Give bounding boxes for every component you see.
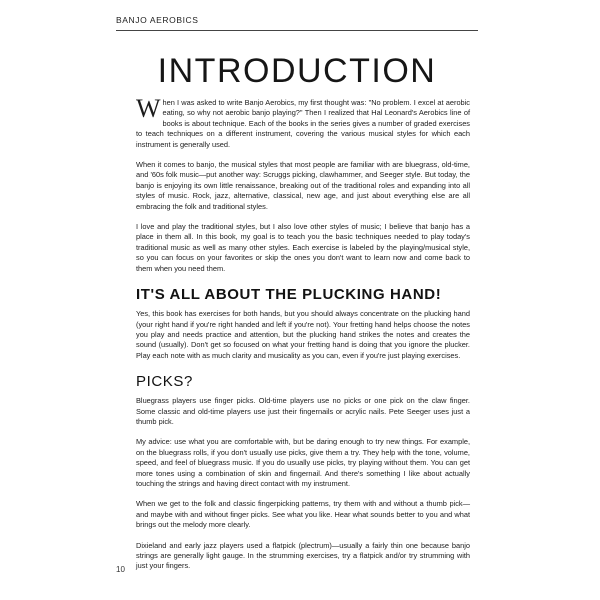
section-heading-plucking-hand: IT'S ALL ABOUT THE PLUCKING HAND!	[136, 286, 442, 304]
section-heading-picks: PICKS?	[136, 373, 193, 391]
intro-paragraph-2: When it comes to banjo, the musical styles that most people are familiar with are bluegrass, old-time, and '60s folk music—put another way: Scruggs picking, clawhammer, and Seeger style. But today, the banjo is enjoying its own little renaissance, breaking out of the traditional roles and expanding into all styles of music. Rock, jazz, alternative, classical, new age, and just about everything else are all embracing the folk and traditional styles.	[136, 160, 470, 211]
header-rule	[116, 30, 478, 31]
picks-paragraph-2: My advice: use what you are comfortable with, but be daring enough to try new things. For example, on the bluegrass rolls, if you don't usually use picks, give them a try. They help with the tone, volume, speed, and feel of bluegrass music. If you do usually use picks, try playing without them. You can get more tones using a combination of skin and fingernail. And there's something I like about actually touching the strings and having direct contact with my instrument.	[136, 437, 470, 488]
picks-paragraph-4: Dixieland and early jazz players used a flatpick (plectrum)—usually a fairly thin one because banjo strings are generally light gauge. In the strumming exercises, try a flatpick and/or try strumming with just your fingers.	[136, 540, 470, 571]
intro-paragraph-1-text: hen I was asked to write Banjo Aerobics, my first thought was: "No problem. I excel at aerobic eating, so why not aerobic banjo playing?" Then I realized that Hal Leonard's Aerobics line of books is about technique. Each of the books in the series gives a number of graded exercises to teach techniques on a different instrument, covering the various musical styles for which each instrument is generally used.	[136, 98, 470, 149]
drop-cap: W	[136, 94, 161, 123]
picks-paragraph-1: Bluegrass players use finger picks. Old-time players use no picks or one pick on the claw finger. Some classic and old-time players use just their fingernails or acrylic nails. Pete Seeger uses just a thumb pick.	[136, 396, 470, 426]
page-number: 10	[116, 565, 125, 574]
intro-paragraph-1	[136, 94, 470, 150]
picks-paragraph-3: When we get to the folk and classic fingerpicking patterns, try them with and without a thumb pick—and maybe with and without finger picks. See what you like. Hear what sounds better to you and what brings out the melody more clearly.	[136, 499, 470, 530]
plucking-paragraph-1: Yes, this book has exercises for both hands, but you should always concentrate on the plucking hand (your right hand if you're right handed and left if you're not). Your fretting hand helps choose the notes you play and needs practice and attention, but the plucking hand strikes the notes and creates the sound (usually). Don't get so focused on what your fretting hand is doing that you ignore the plucker. Play each note with as much clarity and musicality as you can, even if you're just playing exercises.	[136, 309, 470, 360]
body-text	[136, 94, 470, 582]
intro-paragraph-3: I love and play the traditional styles, but I also love other styles of music; I believe that banjo has a place in them all. In this book, my goal is to teach you the basic techniques needed to play today's traditional music as well as many other styles. Each exercise is labeled by the playing/musical style, so you can focus on your favorites or skip the ones you don't want to learn now and come back to them when you need them.	[136, 222, 470, 273]
running-head: BANJO AEROBICS	[116, 15, 199, 25]
page-title: INTRODUCTION	[157, 52, 437, 90]
